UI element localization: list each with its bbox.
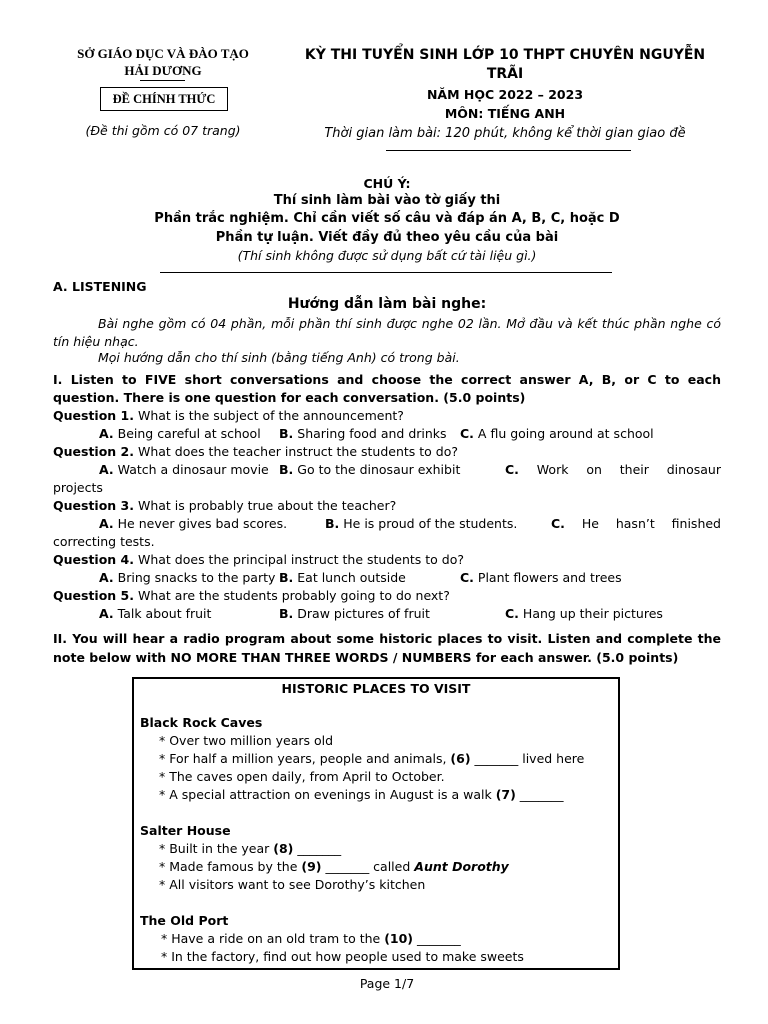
q4-option-c: C. Plant flowers and trees bbox=[460, 570, 622, 585]
q1-option-b: B. Sharing food and drinks bbox=[279, 426, 447, 441]
blank-number-10: (10) bbox=[384, 931, 414, 946]
notes-heading-the-old-port: The Old Port bbox=[140, 913, 229, 928]
notes-box bbox=[132, 677, 620, 970]
official-exam-box: ĐỀ CHÍNH THỨC bbox=[100, 87, 228, 111]
department-name: SỞ GIÁO DỤC VÀ ĐÀO TẠO bbox=[77, 46, 249, 61]
province-name: HẢI DƯƠNG bbox=[124, 63, 202, 78]
notice-line-2: Phần trắc nghiệm. Chỉ cần viết số câu và đáp án A, B, C, hoặc D bbox=[154, 211, 620, 226]
exam-title-line2: TRÃI bbox=[486, 66, 524, 82]
exam-title-line1: KỲ THI TUYỂN SINH LỚP 10 THPT CHUYÊN NGUYỄN bbox=[304, 47, 706, 63]
notice-title: CHÚ Ý: bbox=[363, 176, 411, 191]
q1-option-c: C. A flu going around at school bbox=[460, 426, 654, 441]
province-underline bbox=[140, 80, 185, 81]
exam-subject: MÔN: TIẾNG ANH bbox=[444, 106, 566, 121]
pages-note: (Đề thi gồm có 07 trang) bbox=[85, 123, 241, 138]
part2-instruction-a: II. You will hear a radio program about some historic places to visit. Listen and complete the bbox=[53, 631, 721, 646]
listening-guide-1b: tín hiệu nhạc. bbox=[53, 334, 139, 349]
notes-heading-black-rock-caves: Black Rock Caves bbox=[140, 715, 263, 730]
notes-title: HISTORIC PLACES TO VISIT bbox=[281, 681, 471, 696]
section-heading-listening: A. LISTENING bbox=[53, 279, 147, 294]
page-number: Page 1/7 bbox=[359, 976, 415, 991]
notes-line: * In the factory, find out how people used to make sweets bbox=[161, 949, 524, 964]
blank-number-8: (8) bbox=[273, 841, 294, 856]
q1-option-a: A. Being careful at school bbox=[99, 426, 261, 441]
time-allowed: Thời gian làm bài: 120 phút, không kể thời gian giao đề bbox=[324, 126, 686, 141]
notes-line: * The caves open daily, from April to October. bbox=[159, 769, 445, 784]
listening-guide-title: Hướng dẫn làm bài nghe: bbox=[287, 296, 487, 312]
q2-option-b: B. Go to the dinosaur exhibit bbox=[279, 462, 461, 477]
q4-option-b: B. Eat lunch outside bbox=[279, 570, 406, 585]
q4-option-a: A. Bring snacks to the party bbox=[99, 570, 276, 585]
notes-line: * Over two million years old bbox=[159, 733, 334, 748]
question-1: Question 1. What is the subject of the announcement? bbox=[53, 408, 404, 423]
notice-rule bbox=[160, 272, 612, 273]
question-4: Question 4. What does the principal instruct the students to do? bbox=[53, 552, 465, 567]
question-2: Question 2. What does the teacher instruct the students to do? bbox=[53, 444, 458, 459]
aunt-dorothy-title: Aunt Dorothy bbox=[414, 859, 509, 874]
blank-number-7: (7) bbox=[495, 787, 516, 802]
q3-option-c-continued: correcting tests. bbox=[53, 534, 155, 549]
q5-option-a: A. Talk about fruit bbox=[99, 606, 212, 621]
school-year: NĂM HỌC 2022 – 2023 bbox=[426, 87, 584, 102]
listening-guide-1a: Bài nghe gồm có 04 phần, mỗi phần thí sinh được nghe 02 lần. Mở đầu và kết thúc phần nghe có bbox=[98, 316, 721, 331]
notice-line-3: Phần tự luận. Viết đầy đủ theo yêu cầu của bài bbox=[215, 230, 559, 245]
blank-number-9: (9) bbox=[301, 859, 322, 874]
q5-option-b: B. Draw pictures of fruit bbox=[279, 606, 430, 621]
blank-number-6: (6) bbox=[450, 751, 471, 766]
q2-option-c-continued: projects bbox=[53, 480, 103, 495]
notes-line: * All visitors want to see Dorothy’s kitchen bbox=[159, 877, 426, 892]
listening-guide-2: Mọi hướng dẫn cho thí sinh (bằng tiếng Anh) có trong bài. bbox=[98, 350, 460, 365]
question-5: Question 5. What are the students probably going to do next? bbox=[53, 588, 450, 603]
q2-option-a: A. Watch a dinosaur movie bbox=[99, 462, 269, 477]
part2-instruction-b: note below with NO MORE THAN THREE WORDS / NUMBERS for each answer. (5.0 points) bbox=[53, 650, 679, 665]
notes-heading-salter-house: Salter House bbox=[140, 823, 231, 838]
q3-option-a: A. He never gives bad scores. bbox=[99, 516, 288, 531]
notes-line-q10: * Have a ride on an old tram to the (10) _______ bbox=[161, 931, 461, 946]
notes-line-q7: * A special attraction on evenings in August is a walk (7) _______ bbox=[159, 787, 564, 802]
q5-option-c: C. Hang up their pictures bbox=[505, 606, 663, 621]
part1-instruction-a: I. Listen to FIVE short conversations and choose the correct answer A, B, or C to each bbox=[53, 372, 721, 387]
question-3: Question 3. What is probably true about the teacher? bbox=[53, 498, 397, 513]
notes-line-q6: * For half a million years, people and animals, (6) _______ lived here bbox=[159, 751, 585, 766]
header-rule bbox=[386, 150, 631, 151]
part1-instruction-b: question. There is one question for each conversation. (5.0 points) bbox=[53, 390, 526, 405]
notes-line-q8: * Built in the year (8) _______ bbox=[159, 841, 342, 856]
notice-line-1: Thí sinh làm bài vào tờ giấy thi bbox=[273, 193, 501, 208]
q3-option-c: C. He hasn’t finished bbox=[551, 516, 721, 531]
q3-option-b: B. He is proud of the students. bbox=[325, 516, 518, 531]
notes-line-q9: * Made famous by the (9) _______ called Aunt Dorothy bbox=[159, 859, 509, 874]
notice-line-4: (Thí sinh không được sử dụng bất cứ tài liệu gì.) bbox=[237, 248, 537, 263]
q2-option-c: C. Work on their dinosaur bbox=[505, 462, 721, 477]
